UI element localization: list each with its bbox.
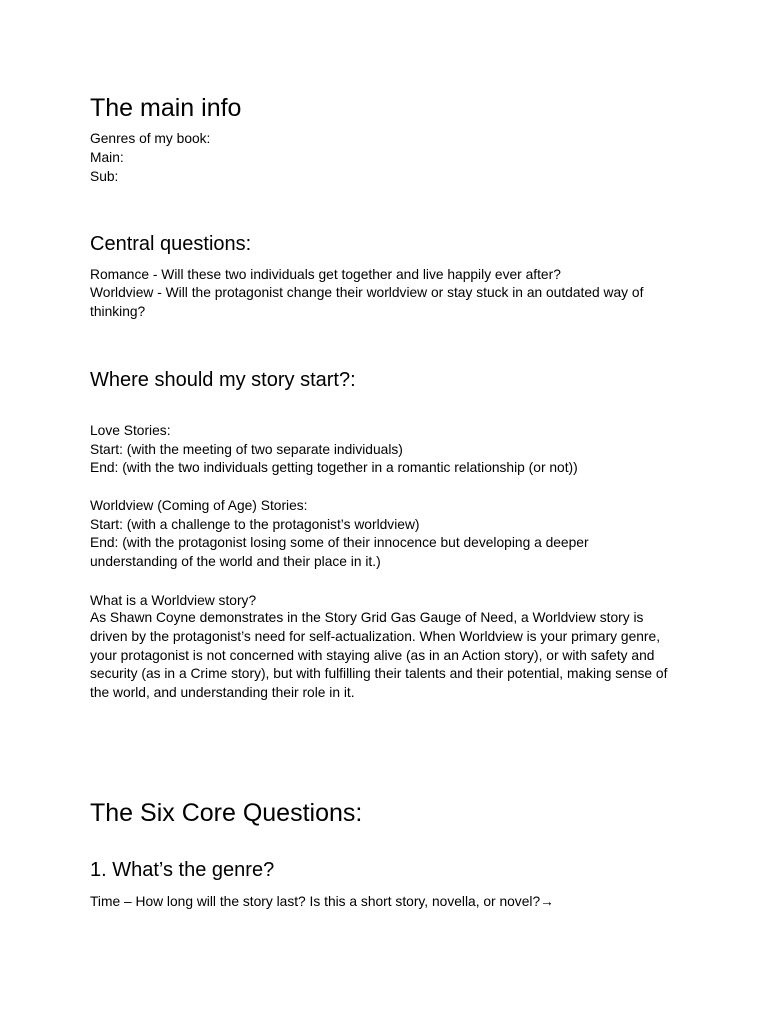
worldview-question [90,284,643,322]
worldview-stories-heading: Worldview (Coming of Age) Stories: [90,498,308,513]
heading-story-start: Where should my story start?: [90,369,356,391]
text-line: the world, and understanding their role in it. [90,685,355,701]
text-line: understanding of the world and their place in it.) [90,553,381,569]
genres-label: Genres of my book: [90,131,211,146]
time-question: Time – How long will the story last? Is this a short story, novella, or novel?→ [90,894,554,909]
main-genre-label: Main: [90,150,124,165]
worldview-story-question: What is a Worldview story? [90,593,257,608]
heading-central-questions: Central questions: [90,233,252,255]
sub-genre-label: Sub: [90,169,119,184]
love-stories-heading: Love Stories: [90,423,171,438]
heading-main-info: The main info [90,94,242,122]
text-line: driven by the protagonist’s need for self-actualization. When Worldview is your primary genre, [90,628,661,644]
text-line: security (as in a Crime story), but with fulfilling their talents and their potential, making sense of [90,666,668,682]
heading-question-genre: 1. What’s the genre? [90,859,275,881]
text-line: thinking? [90,303,146,319]
heading-six-core-questions: The Six Core Questions: [90,799,363,827]
text-line: Worldview - Will the protagonist change their worldview or stay stuck in an outdated way of [90,285,644,300]
love-stories-end: End: (with the two individuals getting together in a romantic relationship (or not)) [90,460,578,475]
text-line: As Shawn Coyne demonstrates in the Story Grid Gas Gauge of Need, a Worldview story is [90,610,644,625]
worldview-story-paragraph [90,609,667,703]
love-stories-start: Start: (with the meeting of two separate individuals) [90,442,403,457]
worldview-stories-end [90,534,589,572]
text-line: your protagonist is not concerned with staying alive (as in an Action story), or with safety and [90,647,655,663]
text-line: End: (with the protagonist losing some of their innocence but developing a deeper [90,535,589,550]
romance-question: Romance - Will these two individuals get together and live happily ever after? [90,267,561,282]
worldview-stories-start: Start: (with a challenge to the protagonist’s worldview) [90,517,420,532]
